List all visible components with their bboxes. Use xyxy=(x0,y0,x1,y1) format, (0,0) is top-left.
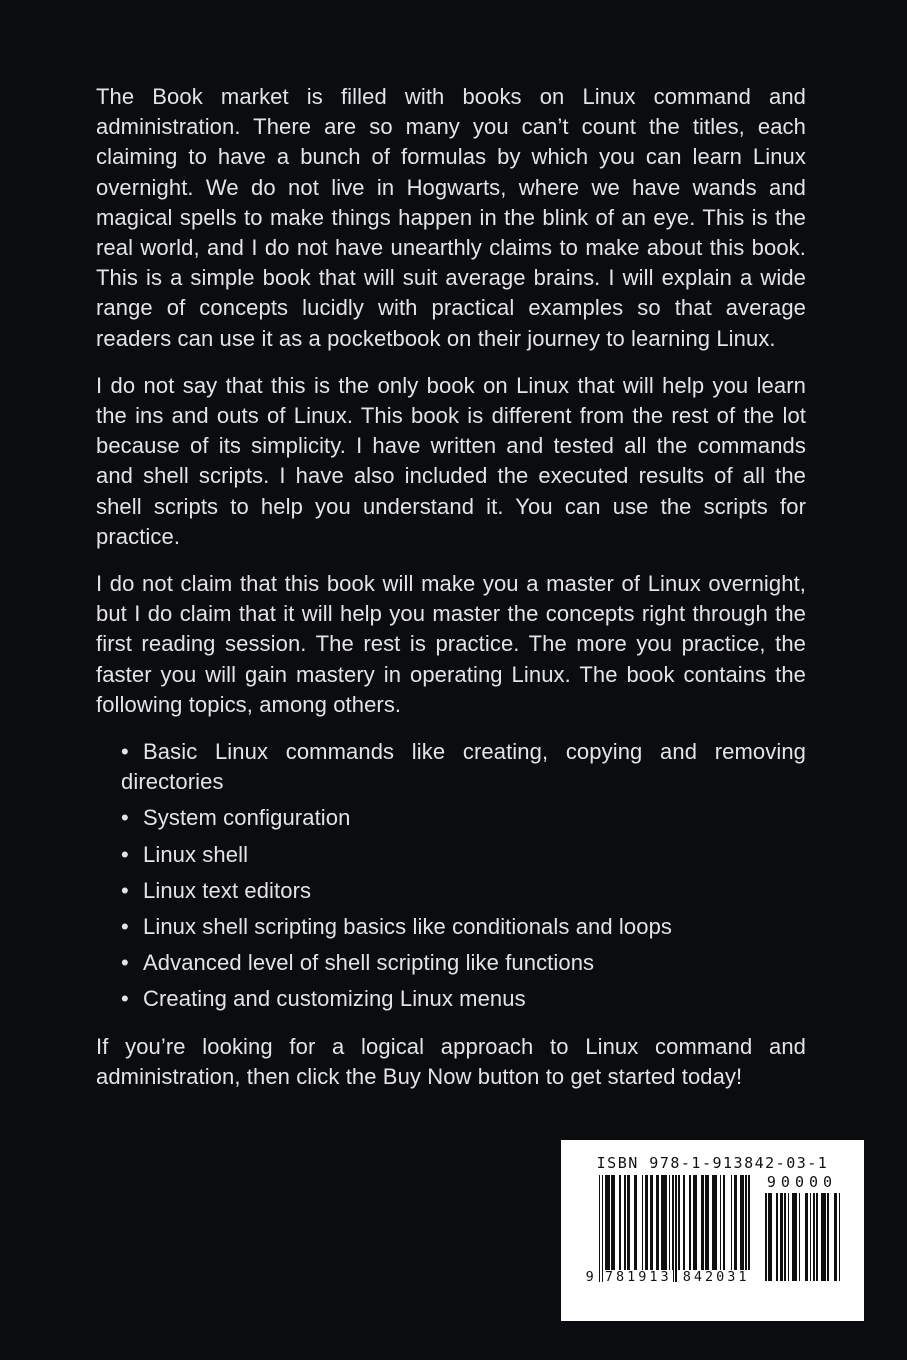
topic-item xyxy=(96,948,806,978)
bullet-icon: • xyxy=(121,877,129,903)
topic-item xyxy=(96,984,806,1014)
isbn-label: ISBN 978-1-913842-03-1 xyxy=(596,1154,829,1172)
ean13-digit-first: 9 xyxy=(585,1269,594,1285)
bullet-icon: • xyxy=(121,986,129,1012)
synopsis-paragraph-1: The Book market is filled with books on Linux command and administration. There are so many you can’t count the titles, each claiming to have a bunch of formulas by which you can learn Linux overnight. We do not live in Hogwarts, where we have wands and magical spells to make things happen in the blink of an eye. This is the real world, and I do not have unearthly claims to make about this book. This is a simple book that will suit average brains. I will explain a wide range of concepts lucidly with practical examples so that average readers can use it as a pocketbook on their journey to learning Linux. xyxy=(96,84,806,351)
closing-paragraph: If you’re looking for a logical approach to Linux command and administration, then click the Buy Now button to get started today! xyxy=(96,1033,806,1089)
topic-item xyxy=(96,737,806,797)
price-code: 90000 xyxy=(766,1173,838,1191)
topic-item-label: Basic Linux commands like creating, copying and removing directories xyxy=(121,739,806,795)
topic-item xyxy=(96,840,806,870)
ean13-barcode xyxy=(585,1175,751,1285)
topic-item-label: Advanced level of shell scripting like functions xyxy=(143,950,595,976)
topic-item-label: Creating and customizing Linux menus xyxy=(143,986,526,1012)
back-cover-text xyxy=(96,82,806,1109)
bullet-icon: • xyxy=(121,841,129,867)
topic-item xyxy=(96,912,806,942)
ean13-digit-group1: 781913 xyxy=(604,1269,672,1285)
topic-item-label: Linux shell xyxy=(143,841,249,867)
topic-item-label: Linux shell scripting basics like conditionals and loops xyxy=(143,914,673,940)
bullet-icon: • xyxy=(121,914,129,940)
bullet-icon: • xyxy=(121,950,129,976)
ean5-barcode xyxy=(764,1175,841,1281)
synopsis-paragraph-2: I do not say that this is the only book on Linux that will help you learn the ins and outs of Linux. This book is different from the rest of the lot because of its simplicity. I have written and tested all the commands and shell scripts. I have also included the executed results of all the shell scripts to help you understand it. You can use the scripts for practice. xyxy=(96,372,806,549)
ean13-digit-group2: 842031 xyxy=(682,1269,750,1285)
topic-item xyxy=(96,803,806,833)
topic-item xyxy=(96,876,806,906)
bullet-icon: • xyxy=(121,805,129,831)
topic-item-label: Linux text editors xyxy=(143,877,312,903)
synopsis-paragraph-3: I do not claim that this book will make you a master of Linux overnight, but I do claim that it will help you master the concepts right through the first reading session. The rest is practice. The more you practice, the faster you will gain mastery in operating Linux. The book contains the following topics, among others. xyxy=(96,571,806,717)
bullet-icon: • xyxy=(121,739,129,765)
topic-item-label: System configuration xyxy=(143,805,351,831)
barcode-bars-row xyxy=(575,1173,850,1285)
barcode-panel xyxy=(561,1140,864,1321)
topics-list xyxy=(96,737,806,1015)
ean13-bars xyxy=(599,1175,751,1285)
ean13-digits xyxy=(585,1270,751,1284)
ean5-bars xyxy=(764,1193,841,1281)
